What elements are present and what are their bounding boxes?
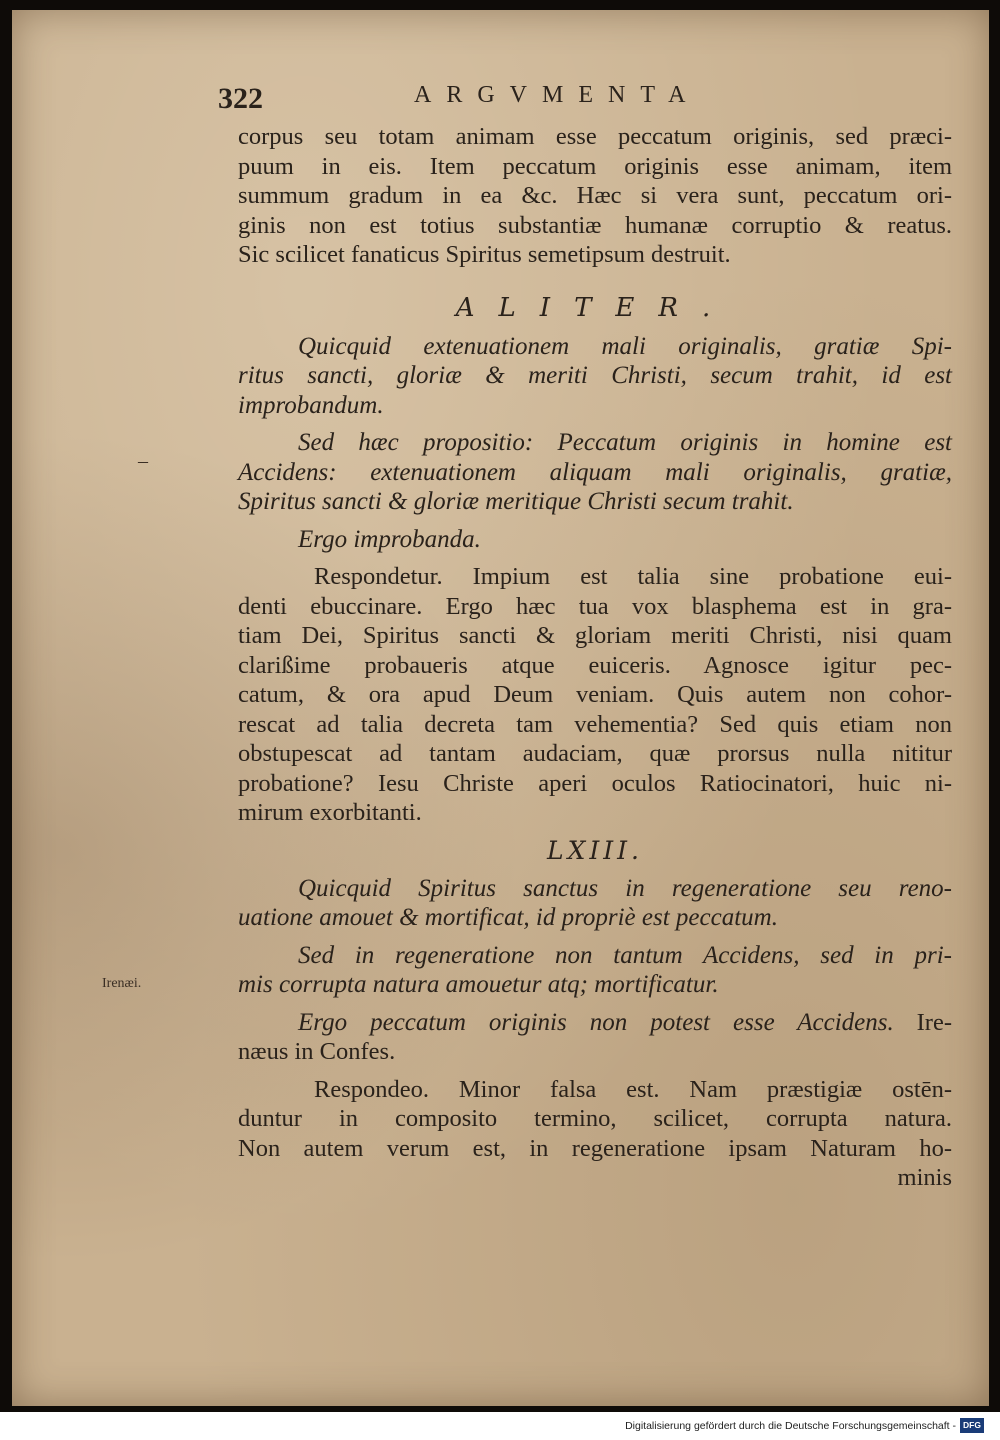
text-line: mis corrupta natura amouetur atq; mortificatur. [238, 971, 719, 998]
text-line: tiam Dei, Spiritus sancti & gloriam meriti Christi, nisi quam [238, 622, 952, 649]
minor-premise [238, 428, 952, 517]
text-line: improbandum. [238, 391, 384, 419]
text-line: Spiritus sancti & gloriæ meritique Christi secum trahit. [238, 488, 794, 515]
text-line: Accidens: extenuationem aliquam mali originalis, gratiæ, [238, 458, 952, 486]
text-line: Sed hæc propositio: Peccatum originis in homine est [298, 429, 952, 456]
response-paragraph [238, 562, 952, 828]
text-line: rescat ad talia decreta tam vehementia? Sed quis etiam non [238, 710, 952, 738]
spacer [238, 554, 952, 562]
text-line: ginis non est totius substantiæ humanæ corruptio & reatus. [238, 211, 952, 239]
text-line: obstupescat ad tantam audaciam, quæ prorsus nulla nititur [238, 740, 952, 767]
conclusion: Ergo improbanda. [298, 525, 481, 553]
text-line: ritus sancti, gloriæ & meriti Christi, secum trahit, id est [238, 362, 952, 389]
margin-dash: – [138, 450, 148, 472]
running-title: ARGVMENTA [414, 82, 701, 108]
conclusion-roman: Ire- [916, 1008, 952, 1036]
spacer [238, 270, 952, 284]
catchword: minis [897, 1164, 952, 1191]
text-line: catum, & ora apud Deum veniam. Quis autem non cohor- [238, 681, 952, 708]
text-line: duntur in composito termino, scilicet, corrupta natura. [238, 1105, 952, 1132]
text-line: næus in Confes. [238, 1038, 396, 1065]
response-paragraph-2 [238, 1075, 952, 1193]
dfg-logo: DFG [960, 1418, 984, 1433]
text-line: mirum exorbitanti. [238, 799, 422, 826]
text-line: Quicquid Spiritus sanctus in regeneratione seu reno- [298, 874, 952, 902]
text-line: Sed in regeneratione non tantum Accidens, sed in pri- [298, 941, 952, 969]
running-head [218, 76, 952, 122]
conclusion-2 [238, 1008, 952, 1038]
text-line: Non autem verum est, in regeneratione ipsam Naturam ho- [238, 1134, 952, 1162]
spacer [238, 1000, 952, 1008]
text-line: clarißime probaueris atque euiceris. Agnosce igitur pec- [238, 651, 952, 679]
page-text [218, 76, 952, 1193]
margin-note: Irenæi. [102, 976, 142, 991]
spacer [238, 517, 952, 525]
funding-credit: Digitalisierung gefördert durch die Deutsche Forschungsgemeinschaft - [625, 1420, 956, 1432]
major-premise-2 [238, 874, 952, 933]
text-line: Sic scilicet fanaticus Spiritus semetipsum destruit. [238, 241, 731, 268]
spacer [238, 933, 952, 941]
spacer [238, 420, 952, 428]
text-line: Respondetur. Impium est talia sine probatione eui- [314, 563, 952, 590]
minor-premise-2 [238, 941, 952, 1000]
text-line: summum gradum in ea &c. Hæc si vera sunt, peccatum ori- [238, 182, 952, 209]
text-line: corpus seu totam animam esse peccatum originis, sed præci- [238, 123, 952, 150]
conclusion-italic: Ergo peccatum originis non potest esse Accidens. [298, 1008, 894, 1036]
major-premise [238, 332, 952, 421]
section-heading-lxiii: LXIII. [547, 835, 643, 865]
text-line: Quicquid extenuationem mali originalis, gratiæ Spi- [298, 332, 952, 360]
text-line: puum in eis. Item peccatum originis esse animam, item [238, 152, 952, 180]
text-line: uatione amouet & mortificat, id propriè est peccatum. [238, 904, 778, 931]
spacer [238, 1067, 952, 1075]
text-line: Respondeo. Minor falsa est. Nam præstigiæ ostēn- [314, 1075, 952, 1103]
text-line: denti ebuccinare. Ergo hæc tua vox blasphema est in gra- [238, 592, 952, 620]
text-line: probatione? Iesu Christe aperi oculos Ratiocinatori, huic ni- [238, 769, 952, 797]
top-paragraph [238, 122, 952, 270]
page-number: 322 [218, 82, 263, 115]
footer-bar [0, 1414, 1000, 1440]
section-heading-aliter: ALITER. [455, 292, 735, 323]
